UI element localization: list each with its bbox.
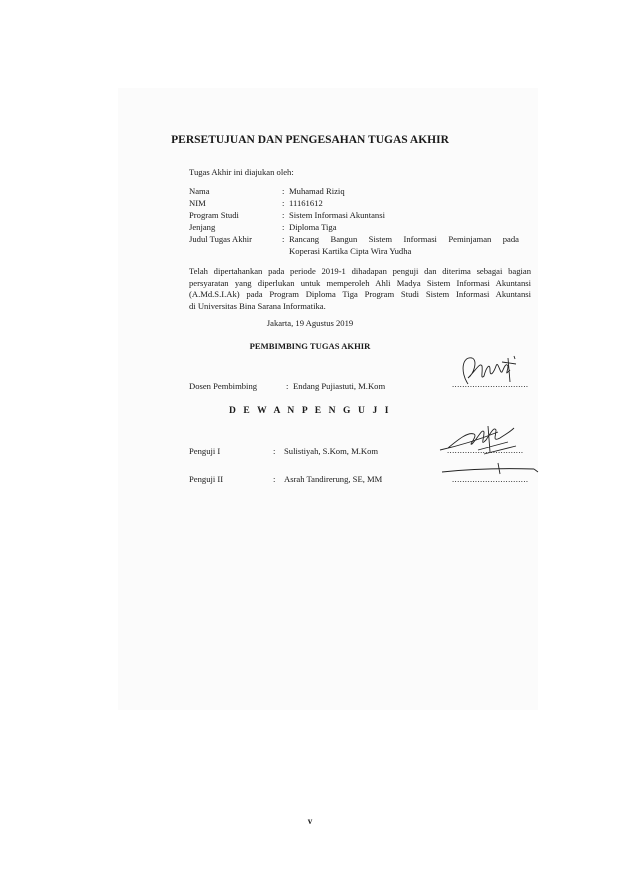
penguji-2-name: Asrah Tandirerung, SE, MM [284,474,383,484]
signature-dosen [456,352,526,388]
field-value-nim: 11161612 [289,198,323,208]
penguji-2-label: Penguji II [189,474,224,484]
penguji-1-label: Penguji I [189,446,221,456]
signature-line: .............................. [447,445,524,455]
field-value-jenjang: Diploma Tiga [289,222,337,232]
field-label-jenjang: Jenjang [189,222,216,232]
field-colon: : [282,198,285,208]
scanned-page [118,88,538,710]
signature-line: .............................. [452,474,529,484]
document-title: PERSETUJUAN DAN PENGESAHAN TUGAS AKHIR [171,134,449,146]
intro-text: Tugas Akhir ini diajukan oleh: [189,167,294,177]
signature-line: .............................. [452,379,529,389]
penguji-1-colon: : [273,446,276,456]
dosen-colon: : [286,381,289,391]
field-colon: : [282,210,285,220]
penguji-1-name: Sulistiyah, S.Kom, M.Kom [284,446,379,456]
pembimbing-heading: PEMBIMBING TUGAS AKHIR [249,341,371,351]
field-value-judul-line1: Rancang Bangun Sistem Informasi Peminjaman pada [289,234,519,244]
paragraph-line: di Universitas Bina Sarana Informatika. [189,300,326,311]
dosen-name: Endang Pujiastuti, M.Kom [293,381,386,391]
paragraph-line: persyaratan yang diperlukan untuk memperoleh Ahli Madya Sistem Informasi Akuntansi [189,277,531,288]
field-value-judul-line2: Koperasi Kartika Cipta Wira Yudha [289,246,412,256]
dosen-label: Dosen Pembimbing [189,381,258,391]
field-colon: : [282,186,285,196]
approval-paragraph [189,266,531,312]
field-label-nama: Nama [189,186,210,196]
paragraph-line: Telah dipertahankan pada periode 2019-1 dihadapan penguji dan diterima sebagai bagian [189,266,531,276]
place-date: Jakarta, 19 Agustus 2019 [266,318,354,328]
field-value-nama: Muhamad Riziq [289,186,345,196]
penguji-2-colon: : [273,474,276,484]
page-number: v [307,816,313,826]
field-label-nim: NIM [189,198,206,208]
paragraph-line: (A.Md.S.I.Ak) pada Program Diploma Tiga Program Studi Sistem Informasi Akuntansi [189,289,531,299]
dewan-penguji-heading: D E W A N P E N G U J I [228,406,392,416]
signature-penguji-1 [438,420,518,456]
field-value-program-studi: Sistem Informasi Akuntansi [289,210,385,220]
signature-penguji-2 [440,460,540,480]
field-label-judul: Judul Tugas Akhir [189,234,253,244]
field-label-program-studi: Program Studi [189,210,239,220]
field-colon: : [282,222,285,232]
field-colon: : [282,234,285,244]
